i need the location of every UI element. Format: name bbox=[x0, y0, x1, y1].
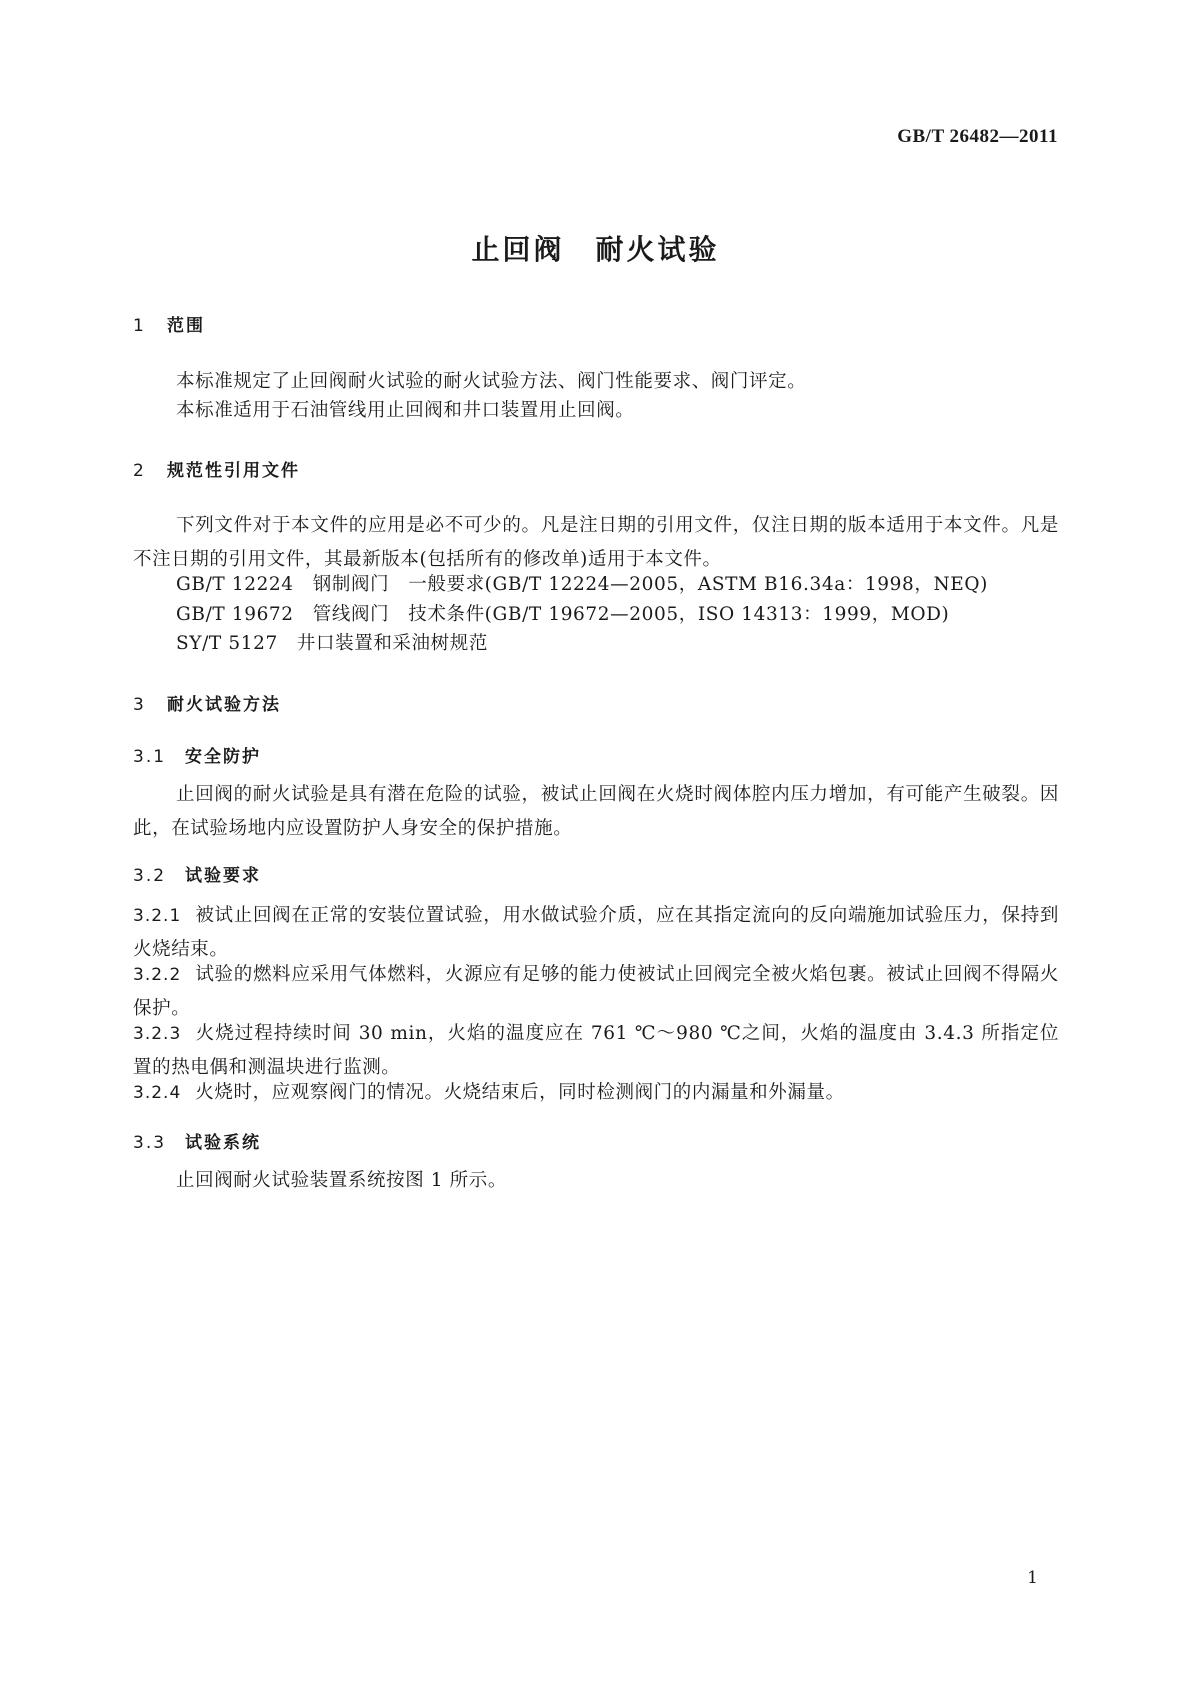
section-3-3-paragraph: 止回阀耐火试验装置系统按图 1 所示。 bbox=[176, 1170, 507, 1191]
section-1-title: 范围 bbox=[167, 316, 205, 336]
clause-3-2-1-number: 3.2.1 bbox=[133, 906, 182, 926]
clause-3-2-3-number: 3.2.3 bbox=[133, 1024, 182, 1044]
section-2-heading bbox=[133, 456, 300, 481]
section-2-title: 规范性引用文件 bbox=[167, 461, 300, 481]
section-3-2-heading bbox=[133, 861, 261, 886]
page-number: 1 bbox=[1027, 1568, 1038, 1588]
clause-3-2-3-text: 火烧过程持续时间 30 min，火焰的温度应在 761 ℃～980 ℃之间，火焰的温度由 3.4.3 所指定位置的热电偶和测温块进行监测。 bbox=[133, 1023, 1059, 1078]
section-1-paragraph-1: 本标准规定了止回阀耐火试验的耐火试验方法、阀门性能要求、阀门评定。 bbox=[176, 371, 807, 392]
clause-3-2-2-text: 试验的燃料应采用气体燃料，火源应有足够的能力使被试止回阀完全被火焰包裹。被试止回阀不得隔火保护。 bbox=[133, 964, 1059, 1019]
clause-3-2-3 bbox=[133, 1017, 1059, 1085]
section-2-number: 2 bbox=[133, 461, 146, 481]
normative-reference-1: GB/T 12224 钢制阀门 一般要求(GB/T 12224—2005，ASTM B16.34a：1998，NEQ) bbox=[176, 574, 988, 595]
section-1-heading bbox=[133, 311, 205, 336]
clause-3-2-1-text: 被试止回阀在正常的安装位置试验，用水做试验介质，应在其指定流向的反向端施加试验压力，保持到火烧结束。 bbox=[133, 905, 1059, 960]
standard-code: GB/T 26482—2011 bbox=[897, 126, 1058, 147]
clause-3-2-4 bbox=[133, 1076, 1059, 1110]
section-1-number: 1 bbox=[133, 316, 146, 336]
section-3-1-heading bbox=[133, 742, 261, 767]
clause-3-2-1 bbox=[133, 899, 1059, 967]
clause-3-2-4-number: 3.2.4 bbox=[133, 1083, 182, 1103]
clause-3-2-4-text: 火烧时，应观察阀门的情况。火烧结束后，同时检测阀门的内漏量和外漏量。 bbox=[195, 1082, 845, 1103]
section-3-number: 3 bbox=[133, 695, 146, 715]
section-3-1-title: 安全防护 bbox=[185, 747, 261, 767]
section-3-title: 耐火试验方法 bbox=[167, 695, 281, 715]
section-1-paragraph-2: 本标准适用于石油管线用止回阀和井口装置用止回阀。 bbox=[176, 400, 635, 421]
clause-3-2-2 bbox=[133, 958, 1059, 1026]
section-3-1-paragraph: 止回阀的耐火试验是具有潜在危险的试验，被试止回阀在火烧时阀体腔内压力增加，有可能产生破裂。因此，在试验场地内应设置防护人身安全的保护措施。 bbox=[133, 784, 1059, 839]
section-3-3-title: 试验系统 bbox=[185, 1133, 261, 1153]
document-title: 止回阀 耐火试验 bbox=[471, 233, 720, 266]
section-3-1-number: 3.1 bbox=[133, 747, 167, 767]
section-3-heading bbox=[133, 690, 281, 715]
clause-3-2-2-number: 3.2.2 bbox=[133, 965, 182, 985]
section-2-intro: 下列文件对于本文件的应用是必不可少的。凡是注日期的引用文件，仅注日期的版本适用于本文件。凡是不注日期的引用文件，其最新版本(包括所有的修改单)适用于本文件。 bbox=[133, 515, 1059, 570]
section-3-3-heading bbox=[133, 1128, 261, 1153]
section-3-2-title: 试验要求 bbox=[185, 866, 261, 886]
section-3-3-number: 3.3 bbox=[133, 1133, 167, 1153]
normative-reference-3: SY/T 5127 井口装置和采油树规范 bbox=[176, 633, 488, 654]
section-3-2-number: 3.2 bbox=[133, 866, 167, 886]
normative-reference-2: GB/T 19672 管线阀门 技术条件(GB/T 19672—2005，ISO 14313：1999，MOD) bbox=[176, 604, 950, 625]
